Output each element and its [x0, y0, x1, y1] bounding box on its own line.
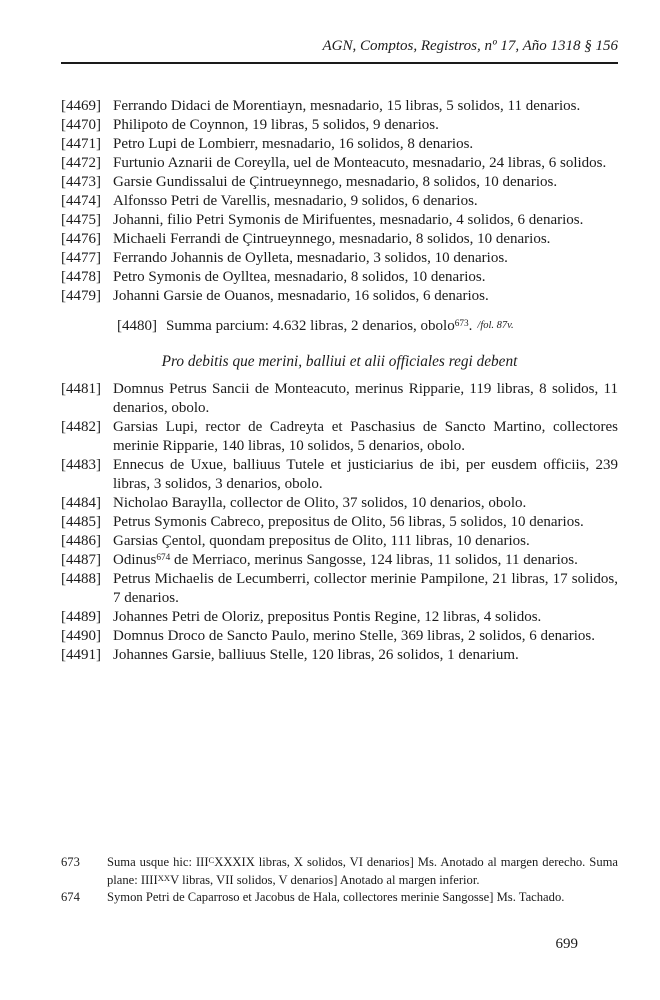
entry-number: [4481] [61, 381, 101, 398]
register-entry [61, 532, 618, 551]
register-entry [61, 97, 618, 116]
entry-number: [4478] [61, 268, 101, 285]
entry-number: [4474] [61, 192, 101, 209]
register-entry [61, 608, 618, 627]
page-body [61, 97, 618, 666]
footnote-text: Suma usque hic: $III^CXXXIX$ libras, X solidos, VI denarios] Ms. Anotado al margen derecho. Suma plane: $IIII^{XX}V$ libras, VII solidos, V denarios] Anotado al margen inferior. [107, 855, 618, 887]
entry-text: Domnus Petrus Sancii de Monteacuto, merinus Ripparie, 119 libras, 8 solidos, 11 denarios, obolo. [113, 381, 618, 417]
page-number: 699 [555, 936, 578, 952]
entry-number: [4489] [61, 609, 101, 626]
entry-text: Petro Lupi de Lombierr, mesnadario, 16 solidos, 8 denarios. [113, 135, 474, 152]
entry-number: [4469] [61, 97, 101, 114]
register-entry [61, 268, 618, 287]
register-entry [61, 494, 618, 513]
entry-number: [4470] [61, 116, 101, 133]
entry-text: Petro Symonis de Oylltea, mesnadario, 8 solidos, 10 denarios. [113, 268, 486, 285]
entry-number: [4471] [61, 135, 101, 152]
footnote-ref: 674 [156, 553, 171, 564]
running-head [61, 36, 618, 64]
footnote-number: 673 [61, 855, 80, 869]
entry-number: [4482] [61, 419, 101, 436]
entry-text: Johanni, filio Petri Symonis de Mirifuentes, mesnadario, 4 solidos, 6 denarios. [113, 211, 584, 228]
register-entry [61, 513, 618, 532]
summary-line [117, 316, 618, 337]
entry-text: Petrus Symonis Cabreco, prepositus de Olito, 56 libras, 5 solidos, 10 denarios. [113, 514, 584, 531]
entry-number: [4488] [61, 571, 101, 588]
register-entry [61, 192, 618, 211]
footnote [61, 889, 618, 907]
register-entry [61, 551, 618, 570]
entry-number: [4477] [61, 249, 101, 266]
entry-text: Alfonsso Petri de Varellis, mesnadario, 9 solidos, 6 denarios. [113, 192, 478, 209]
entry-text: Furtunio Aznarii de Coreylla, uel de Monteacuto, mesnadario, 24 libras, 6 solidos. [113, 154, 607, 171]
entry-list-officiales [61, 380, 618, 665]
footnote [61, 854, 618, 889]
entry-text: Johannes Garsie, balliuus Stelle, 120 libras, 26 solidos, 1 denarium. [113, 647, 519, 664]
entry-number: [4491] [61, 647, 101, 664]
entry-number: [4485] [61, 514, 101, 531]
register-entry [61, 570, 618, 608]
register-entry [61, 154, 618, 173]
header-citation: AGN, Comptos, Registros, nº 17, Año 1318 § 156 [322, 38, 618, 54]
entry-text: Philipoto de Coynnon, 19 libras, 5 solidos, 9 denarios. [113, 116, 439, 133]
summary-text: Summa parcium: 4.632 libras, 2 denarios, obolo$^{673}$. /fol. 87v. [166, 317, 514, 334]
register-entry [61, 380, 618, 418]
footnote-text: Symon Petri de Caparroso et Jacobus de Hala, collectores merinie Sangosse] Ms. Tachado. [107, 890, 565, 904]
register-entry [61, 646, 618, 665]
entry-text: Domnus Droco de Sancto Paulo, merino Stelle, 369 libras, 2 solidos, 6 denarios. [113, 628, 596, 645]
folio-marker: /fol. 87v. [477, 319, 514, 331]
entry-text: Ferrando Didaci de Morentiayn, mesnadario, 15 libras, 5 solidos, 11 denarios. [113, 97, 581, 114]
entry-number: [4475] [61, 211, 101, 228]
register-entry [61, 456, 618, 494]
entry-number: [4476] [61, 230, 101, 247]
register-entry [61, 230, 618, 249]
footnote-number: 674 [61, 890, 80, 904]
entry-number: [4487] [61, 552, 101, 569]
footnote-ref: 673 [454, 318, 469, 329]
register-entry [61, 249, 618, 268]
entry-number: [4479] [61, 287, 101, 304]
header-rule [61, 62, 618, 64]
register-entry [61, 418, 618, 456]
entry-number: [4483] [61, 457, 101, 474]
footnote-ref: C [208, 855, 215, 865]
register-entry [61, 173, 618, 192]
entry-number: [4484] [61, 495, 101, 512]
entry-text: Nicholao Baraylla, collector de Olito, 37 solidos, 10 denarios, obolo. [113, 495, 527, 512]
register-entry [61, 135, 618, 154]
section-heading: Pro debitis que merini, balliui et alii officiales regi debent [161, 353, 518, 371]
register-entry [61, 116, 618, 135]
entry-text: Johanni Garsie de Ouanos, mesnadario, 16 solidos, 6 denarios. [113, 287, 489, 304]
entry-text: Petrus Michaelis de Lecumberri, collector merinie Pampilone, 21 libras, 17 solidos, 7 denarios. [113, 571, 618, 607]
entry-number: [4490] [61, 628, 101, 645]
entry-text: Ennecus de Uxue, balliuus Tutele et justiciarius de ibi, per eusdem officiis, 239 libras, 3 solidos, 3 denarios, obolo. [113, 457, 618, 493]
register-entry [61, 287, 618, 306]
entry-text: Michaeli Ferrandi de Çintrueynnego, mesnadario, 8 solidos, 10 denarios. [113, 230, 551, 247]
entry-number: [4472] [61, 154, 101, 171]
entry-text: Johannes Petri de Oloriz, prepositus Pontis Regine, 12 libras, 4 solidos. [113, 609, 542, 626]
entry-text: Odinus$^{674}$ de Merriaco, merinus Sangosse, 124 libras, 11 solidos, 11 denarios. [113, 552, 578, 569]
register-entry [61, 627, 618, 646]
entry-text: Garsias Lupi, rector de Cadreyta et Paschasius de Sancto Martino, collectores merinie Ripparie, 140 libras, 10 solidos, 5 denarios, obolo. [113, 419, 618, 455]
entry-text: Ferrando Johannis de Oylleta, mesnadario, 3 solidos, 10 denarios. [113, 249, 508, 266]
register-entry [61, 211, 618, 230]
entry-text: Garsias Çentol, quondam prepositus de Olito, 111 libras, 10 denarios. [113, 533, 530, 550]
footnote-ref: XX [157, 872, 171, 883]
entry-number: [4486] [61, 533, 101, 550]
entry-text: Garsie Gundissalui de Çintrueynnego, mesnadario, 8 solidos, 10 denarios. [113, 173, 558, 190]
footnote-block [61, 854, 618, 907]
entry-number: [4473] [61, 173, 101, 190]
entry-number: [4480] [117, 317, 157, 334]
entry-list-mesnadarios [61, 97, 618, 306]
